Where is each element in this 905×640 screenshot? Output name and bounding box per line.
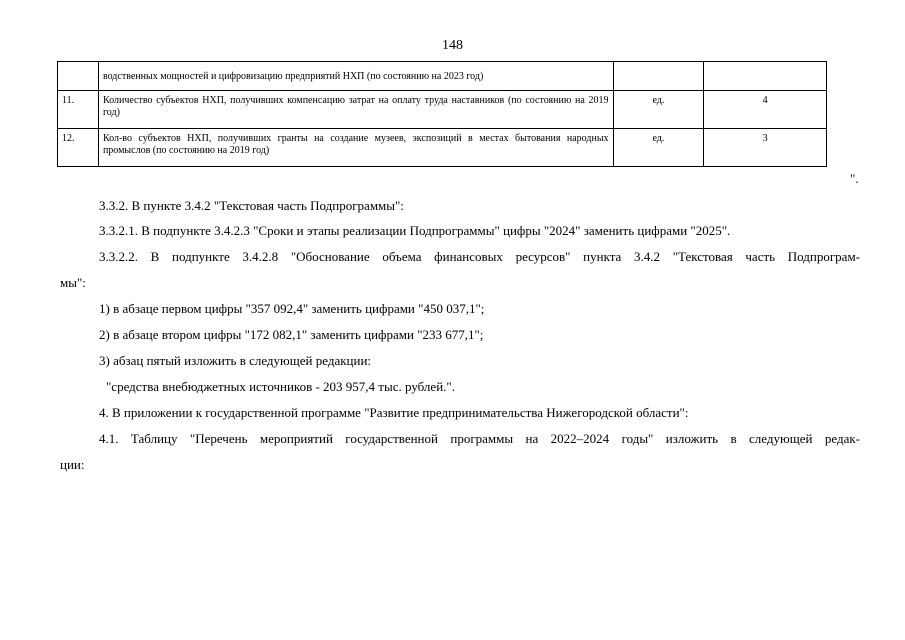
table-row <box>58 91 827 129</box>
paragraph-4-1 <box>60 430 860 447</box>
paragraph-4-1-end: ции: <box>60 457 85 472</box>
paragraph-line: 3.3.2.2. В подпункте 3.4.2.8 "Обоснование объема финансовых ресурсов" пункта 3.4.2 "Текстовая часть Подпрограм- <box>99 249 860 264</box>
list-item-2: 2) в абзаце втором цифры "172 082,1" заменить цифрами "233 677,1"; <box>99 327 484 342</box>
paragraph-3-3-2-2 <box>60 248 860 265</box>
paragraph-3-3-2-1: 3.3.2.1. В подпункте 3.4.2.3 "Сроки и этапы реализации Подпрограммы" цифры "2024" заменить цифрами "2025". <box>99 223 731 238</box>
paragraph-3-3-2-2-end: мы": <box>60 275 86 290</box>
table-row <box>58 62 827 91</box>
paragraph-4: 4. В приложении к государственной программе "Развитие предпринимательства Нижегородской области": <box>99 405 689 420</box>
row-value: 3 <box>704 129 827 167</box>
row-name: Кол-во субъектов НХП, получивших гранты на создание музеев, экспозиций в местах бытования народных промыслов (по состоянию на 2019 год) <box>98 129 613 167</box>
list-item-1: 1) в абзаце первом цифры "357 092,4" заменить цифрами "450 037,1"; <box>99 301 485 316</box>
row-unit <box>613 62 704 91</box>
row-name: водственных мощностей и цифровизацию предприятий НХП (по состоянию на 2023 год) <box>98 62 613 91</box>
row-number <box>58 62 99 91</box>
row-number: 11. <box>58 91 99 129</box>
list-item-3: 3) абзац пятый изложить в следующей редакции: <box>99 353 372 368</box>
row-unit: ед. <box>613 91 704 129</box>
quoted-text: "средства внебюджетных источников - 203 957,4 тыс. рублей.". <box>106 379 455 394</box>
row-name: Количество субъектов НХП, получивших компенсацию затрат на оплату труда наставников (по состоянию на 2019 год) <box>98 91 613 129</box>
row-value <box>704 62 827 91</box>
paragraph-line: 4.1. Таблицу "Перечень мероприятий государственной программы на 2022–2024 годы" изложить в следующей редак- <box>99 431 860 446</box>
paragraph-3-3-2: 3.3.2. В пункте 3.4.2 "Текстовая часть Подпрограммы": <box>99 198 404 213</box>
row-number: 12. <box>58 129 99 167</box>
page-number: 148 <box>442 38 463 53</box>
row-value: 4 <box>704 91 827 129</box>
table-row <box>58 129 827 167</box>
row-unit: ед. <box>613 129 704 167</box>
indicators-table <box>57 61 827 167</box>
closing-quote: ". <box>850 171 859 186</box>
